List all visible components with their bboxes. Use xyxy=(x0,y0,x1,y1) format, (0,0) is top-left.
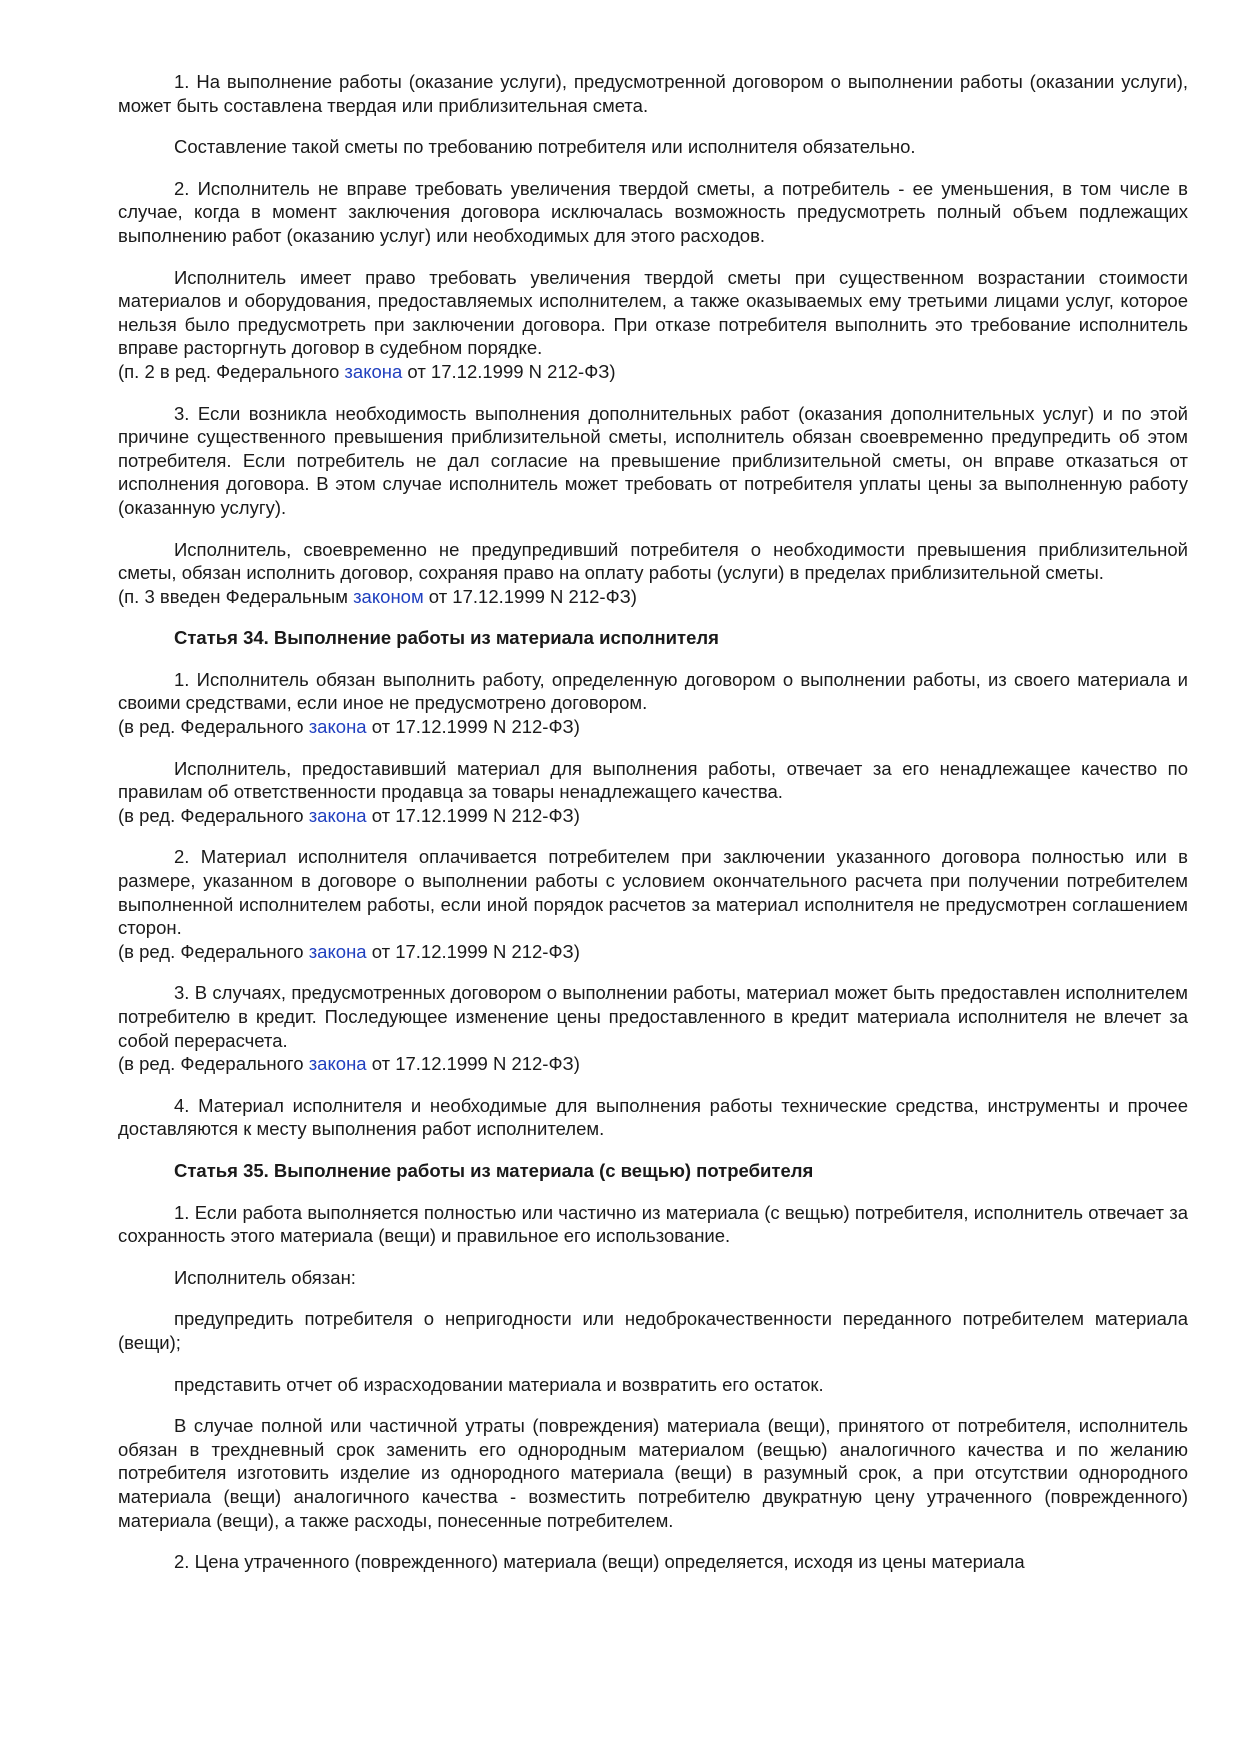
paragraph: 1. Если работа выполняется полностью или частично из материала (с вещью) потребителя, исполнитель отвечает за сохранность этого материала (вещи) и правильное его использование. xyxy=(118,1201,1188,1247)
note-text: (в ред. Федерального xyxy=(118,716,309,738)
law-link[interactable]: закона xyxy=(308,1053,367,1075)
amendment-note xyxy=(118,940,1188,964)
article-heading: Статья 35. Выполнение работы из материала (с вещью) потребителя xyxy=(174,1159,814,1181)
law-link[interactable]: закона xyxy=(308,940,367,962)
paragraph: 4. Материал исполнителя и необходимые для выполнения работы технические средства, инструменты и прочее доставляются к месту выполнения работ исполнителем. xyxy=(118,1094,1188,1140)
paragraph: 2. Материал исполнителя оплачивается потребителем при заключении указанного договора полностью или в размере, указанном в договоре о выполнении работы с условием окончательного расчета при получении потребителем выполненной исполнителем работы, если иной порядок расчетов за материал исполнителя не предусмотрен соглашением сторон. xyxy=(118,846,1188,939)
note-text: от 17.12.1999 N 212-ФЗ) xyxy=(402,360,616,382)
paragraph: предупредить потребителя о непригодности или недоброкачественности переданного потребителем материала (вещи); xyxy=(118,1308,1188,1353)
paragraph: 3. В случаях, предусмотренных договором о выполнении работы, материал может быть предоставлен исполнителем потребителю в кредит. Последующее изменение цены предоставленного в кредит материала исполнителя не влечет за собой перерасчета. xyxy=(118,982,1188,1051)
note-text: (в ред. Федерального xyxy=(118,804,309,826)
amendment-note xyxy=(118,585,1188,609)
note-text: (п. 3 введен Федеральным xyxy=(118,585,354,607)
note-text: (в ред. Федерального xyxy=(118,940,309,962)
document-page xyxy=(118,70,1188,1592)
law-link[interactable]: закона xyxy=(308,716,367,738)
note-text: от 17.12.1999 N 212-ФЗ) xyxy=(423,585,637,607)
amendment-note xyxy=(118,1052,1188,1076)
amendment-note xyxy=(118,360,1188,384)
paragraph: представить отчет об израсходовании материала и возвратить его остаток. xyxy=(174,1373,824,1395)
paragraph: Исполнитель обязан: xyxy=(174,1266,356,1288)
note-text: (п. 2 в ред. Федерального xyxy=(118,360,345,382)
note-text: от 17.12.1999 N 212-ФЗ) xyxy=(366,716,580,738)
paragraph: В случае полной или частичной утраты (повреждения) материала (вещи), принятого от потребителя, исполнитель обязан в трехдневный срок заменить его однородным материалом (вещью) аналогичного качества и по желанию потребителя изготовить изделие из однородного материала (вещи) в разумный срок, а при отсутствии однородного материала (вещи) аналогичного качества - возместить потребителю двукратную цену утраченного (поврежденного) материала (вещи), а также расходы, понесенные потребителем. xyxy=(118,1415,1188,1531)
law-link[interactable]: закона xyxy=(344,360,403,382)
paragraph: 1. Исполнитель обязан выполнить работу, определенную договором о выполнении работы, из своего материала и своими средствами, если иное не предусмотрено договором. xyxy=(118,668,1188,714)
note-text: от 17.12.1999 N 212-ФЗ) xyxy=(366,940,580,962)
paragraph: Исполнитель, своевременно не предупредивший потребителя о необходимости превышения приблизительной сметы, обязан исполнить договор, сохраняя право на оплату работы (услуги) в пределах приблизительной сметы. xyxy=(118,538,1188,584)
amendment-note xyxy=(118,715,1188,739)
paragraph: Исполнитель, предоставивший материал для выполнения работы, отвечает за его ненадлежащее качество по правилам об ответственности продавца за товары ненадлежащего качества. xyxy=(118,757,1188,803)
paragraph: Исполнитель имеет право требовать увеличения твердой сметы при существенном возрастании стоимости материалов и оборудования, предоставляемых исполнителем, а также оказываемых ему третьими лицами услуг, которое нельзя было предусмотреть при заключении договора. При отказе потребителя выполнить это требование исполнитель вправе расторгнуть договор в судебном порядке. xyxy=(118,266,1188,359)
note-text: от 17.12.1999 N 212-ФЗ) xyxy=(366,1053,580,1075)
law-link[interactable]: закона xyxy=(308,804,367,826)
article-heading: Статья 34. Выполнение работы из материала исполнителя xyxy=(174,627,719,649)
note-text: (в ред. Федерального xyxy=(118,1053,309,1075)
paragraph: 3. Если возникла необходимость выполнения дополнительных работ (оказания дополнительных услуг) и по этой причине существенного превышения приблизительной сметы, исполнитель обязан своевременно предупредить об этом потребителя. Если потребитель не дал согласие на превышение приблизительной сметы, он вправе отказаться от исполнения договора. В этом случае исполнитель может требовать от потребителя уплаты цены за выполненную работу (оказанную услугу). xyxy=(118,402,1188,518)
paragraph: 2. Цена утраченного (поврежденного) материала (вещи) определяется, исходя из цены материала xyxy=(174,1551,1025,1573)
paragraph: 1. На выполнение работы (оказание услуги), предусмотренной договором о выполнении работы (оказании услуги), может быть составлена твердая или приблизительная смета. xyxy=(118,71,1188,116)
note-text: от 17.12.1999 N 212-ФЗ) xyxy=(366,804,580,826)
amendment-note xyxy=(118,804,1188,828)
paragraph: 2. Исполнитель не вправе требовать увеличения твердой сметы, а потребитель - ее уменьшения, в том числе в случае, когда в момент заключения договора исключалась возможность предусмотреть полный объем подлежащих выполнению работ (оказанию услуг) или необходимых для этого расходов. xyxy=(118,177,1188,246)
paragraph: Составление такой сметы по требованию потребителя или исполнителя обязательно. xyxy=(174,136,916,158)
law-link[interactable]: законом xyxy=(353,585,424,607)
